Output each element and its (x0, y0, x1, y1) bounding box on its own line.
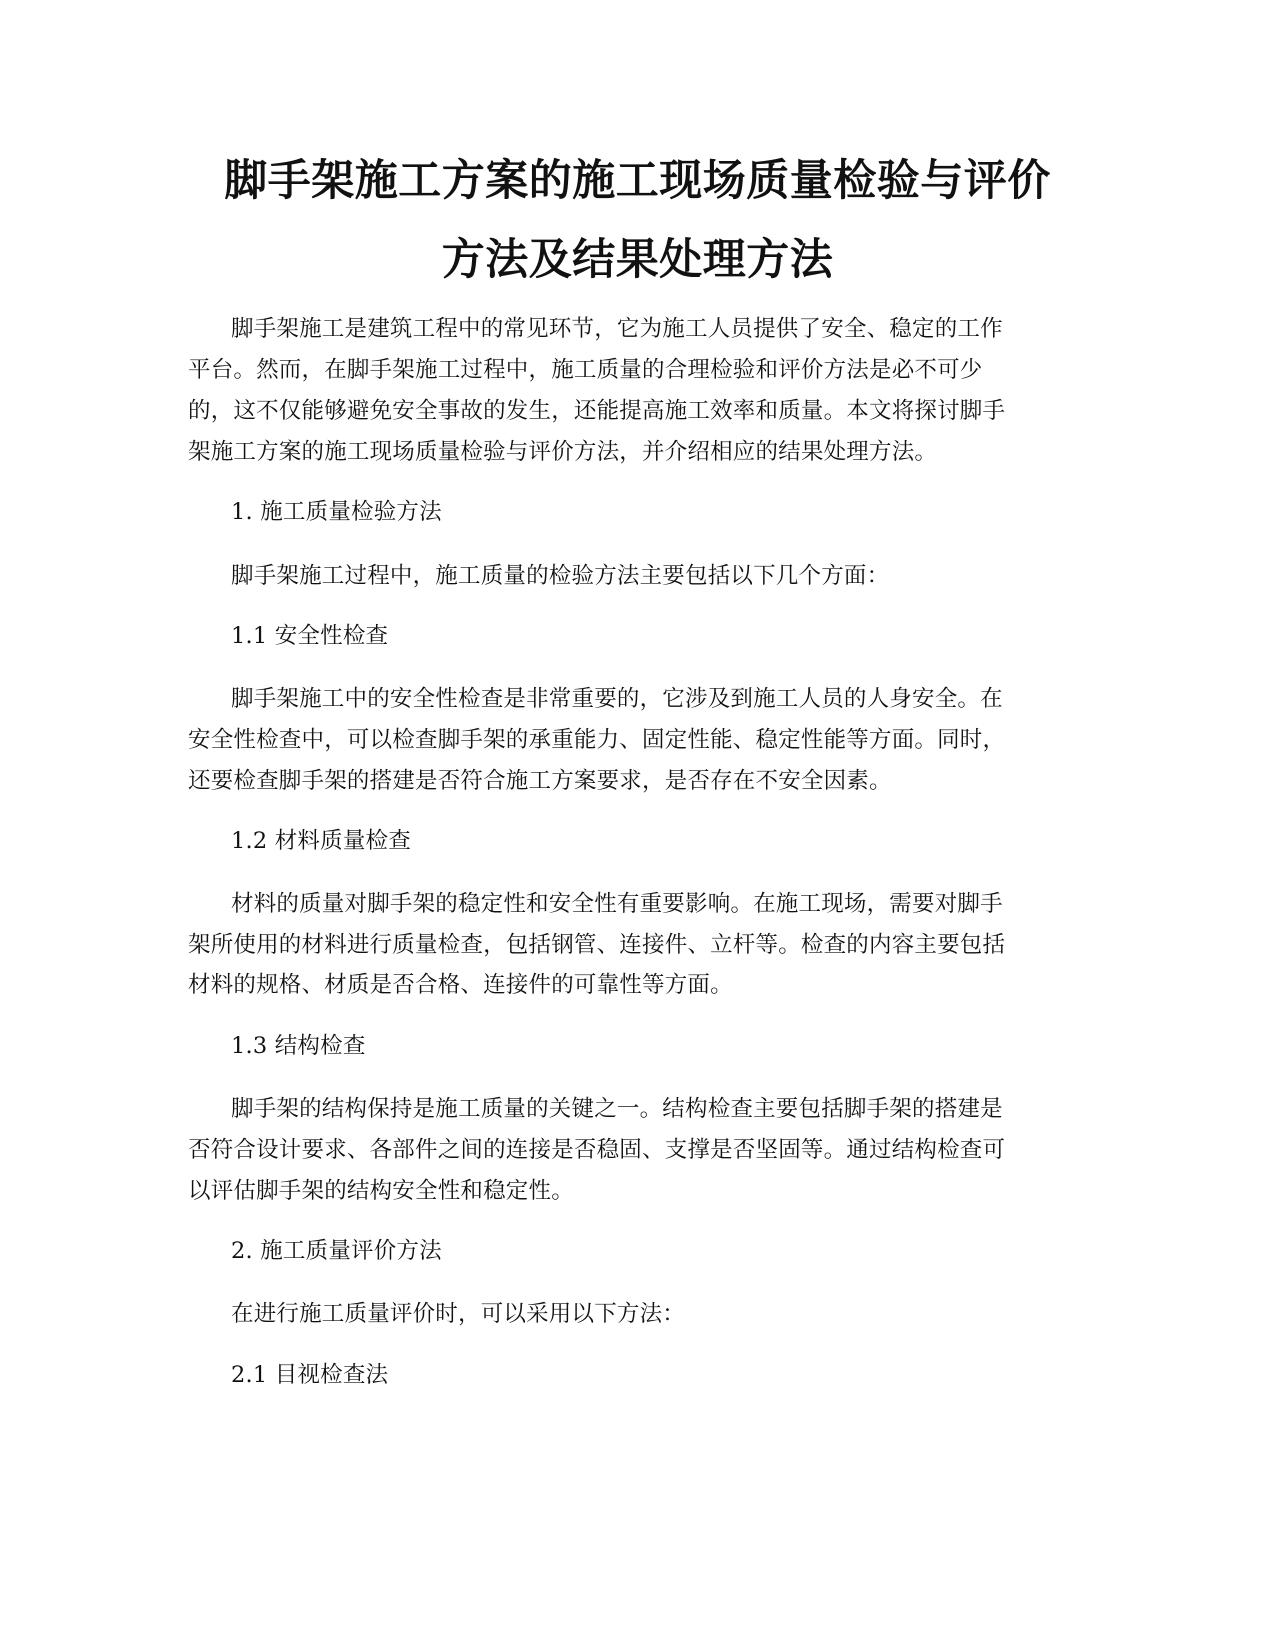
paragraph-line: 否符合设计要求、各部件之间的连接是否稳固、支撑是否坚固等。通过结构检查可 (188, 1137, 1006, 1163)
paragraph-line: 材料的质量对脚手架的稳定性和安全性有重要影响。在施工现场，需要对脚手 (231, 891, 1003, 917)
paragraph-line: 还要检查脚手架的搭建是否符合施工方案要求，是否存在不安全因素。 (188, 768, 892, 794)
paragraph-line: 安全性检查中，可以检查脚手架的承重能力、固定性能、稳定性能等方面。同时， (188, 727, 1006, 753)
paragraph-line: 的，这不仅能够避免安全事故的发生，还能提高施工效率和质量。本文将探讨脚手 (188, 398, 1006, 424)
subsection-heading: 1.2 材料质量检查 (231, 828, 411, 854)
paragraph-line: 脚手架施工过程中，施工质量的检验方法主要包括以下几个方面： (231, 563, 890, 589)
subsection-heading: 1.3 结构检查 (231, 1033, 366, 1059)
paragraph-line: 材料的规格、材质是否合格、连接件的可靠性等方面。 (188, 972, 733, 998)
section-heading: 2. 施工质量评价方法 (231, 1238, 442, 1264)
subsection-heading: 1.1 安全性检查 (231, 623, 389, 649)
subsection-heading: 2.1 目视检查法 (231, 1362, 389, 1388)
section-heading: 1. 施工质量检验方法 (231, 499, 442, 525)
paragraph-line: 以评估脚手架的结构安全性和稳定性。 (188, 1178, 574, 1204)
document-title-line-1: 脚手架施工方案的施工现场质量检验与评价 (224, 156, 1051, 206)
paragraph-line: 平台。然而，在脚手架施工过程中，施工质量的合理检验和评价方法是必不可少 (188, 357, 983, 383)
paragraph-line: 脚手架施工中的安全性检查是非常重要的，它涉及到施工人员的人身安全。在 (231, 686, 1003, 712)
paragraph-line: 脚手架施工是建筑工程中的常见环节，它为施工人员提供了安全、稳定的工作 (231, 316, 1003, 342)
document-title-line-2: 方法及结果处理方法 (441, 235, 834, 285)
paragraph-line: 在进行施工质量评价时，可以采用以下方法： (231, 1301, 686, 1327)
paragraph-line: 脚手架的结构保持是施工质量的关键之一。结构检查主要包括脚手架的搭建是 (231, 1096, 1003, 1122)
paragraph-line: 架施工方案的施工现场质量检验与评价方法，并介绍相应的结果处理方法。 (188, 439, 938, 465)
paragraph-line: 架所使用的材料进行质量检查，包括钢管、连接件、立杆等。检查的内容主要包括 (188, 932, 1006, 958)
